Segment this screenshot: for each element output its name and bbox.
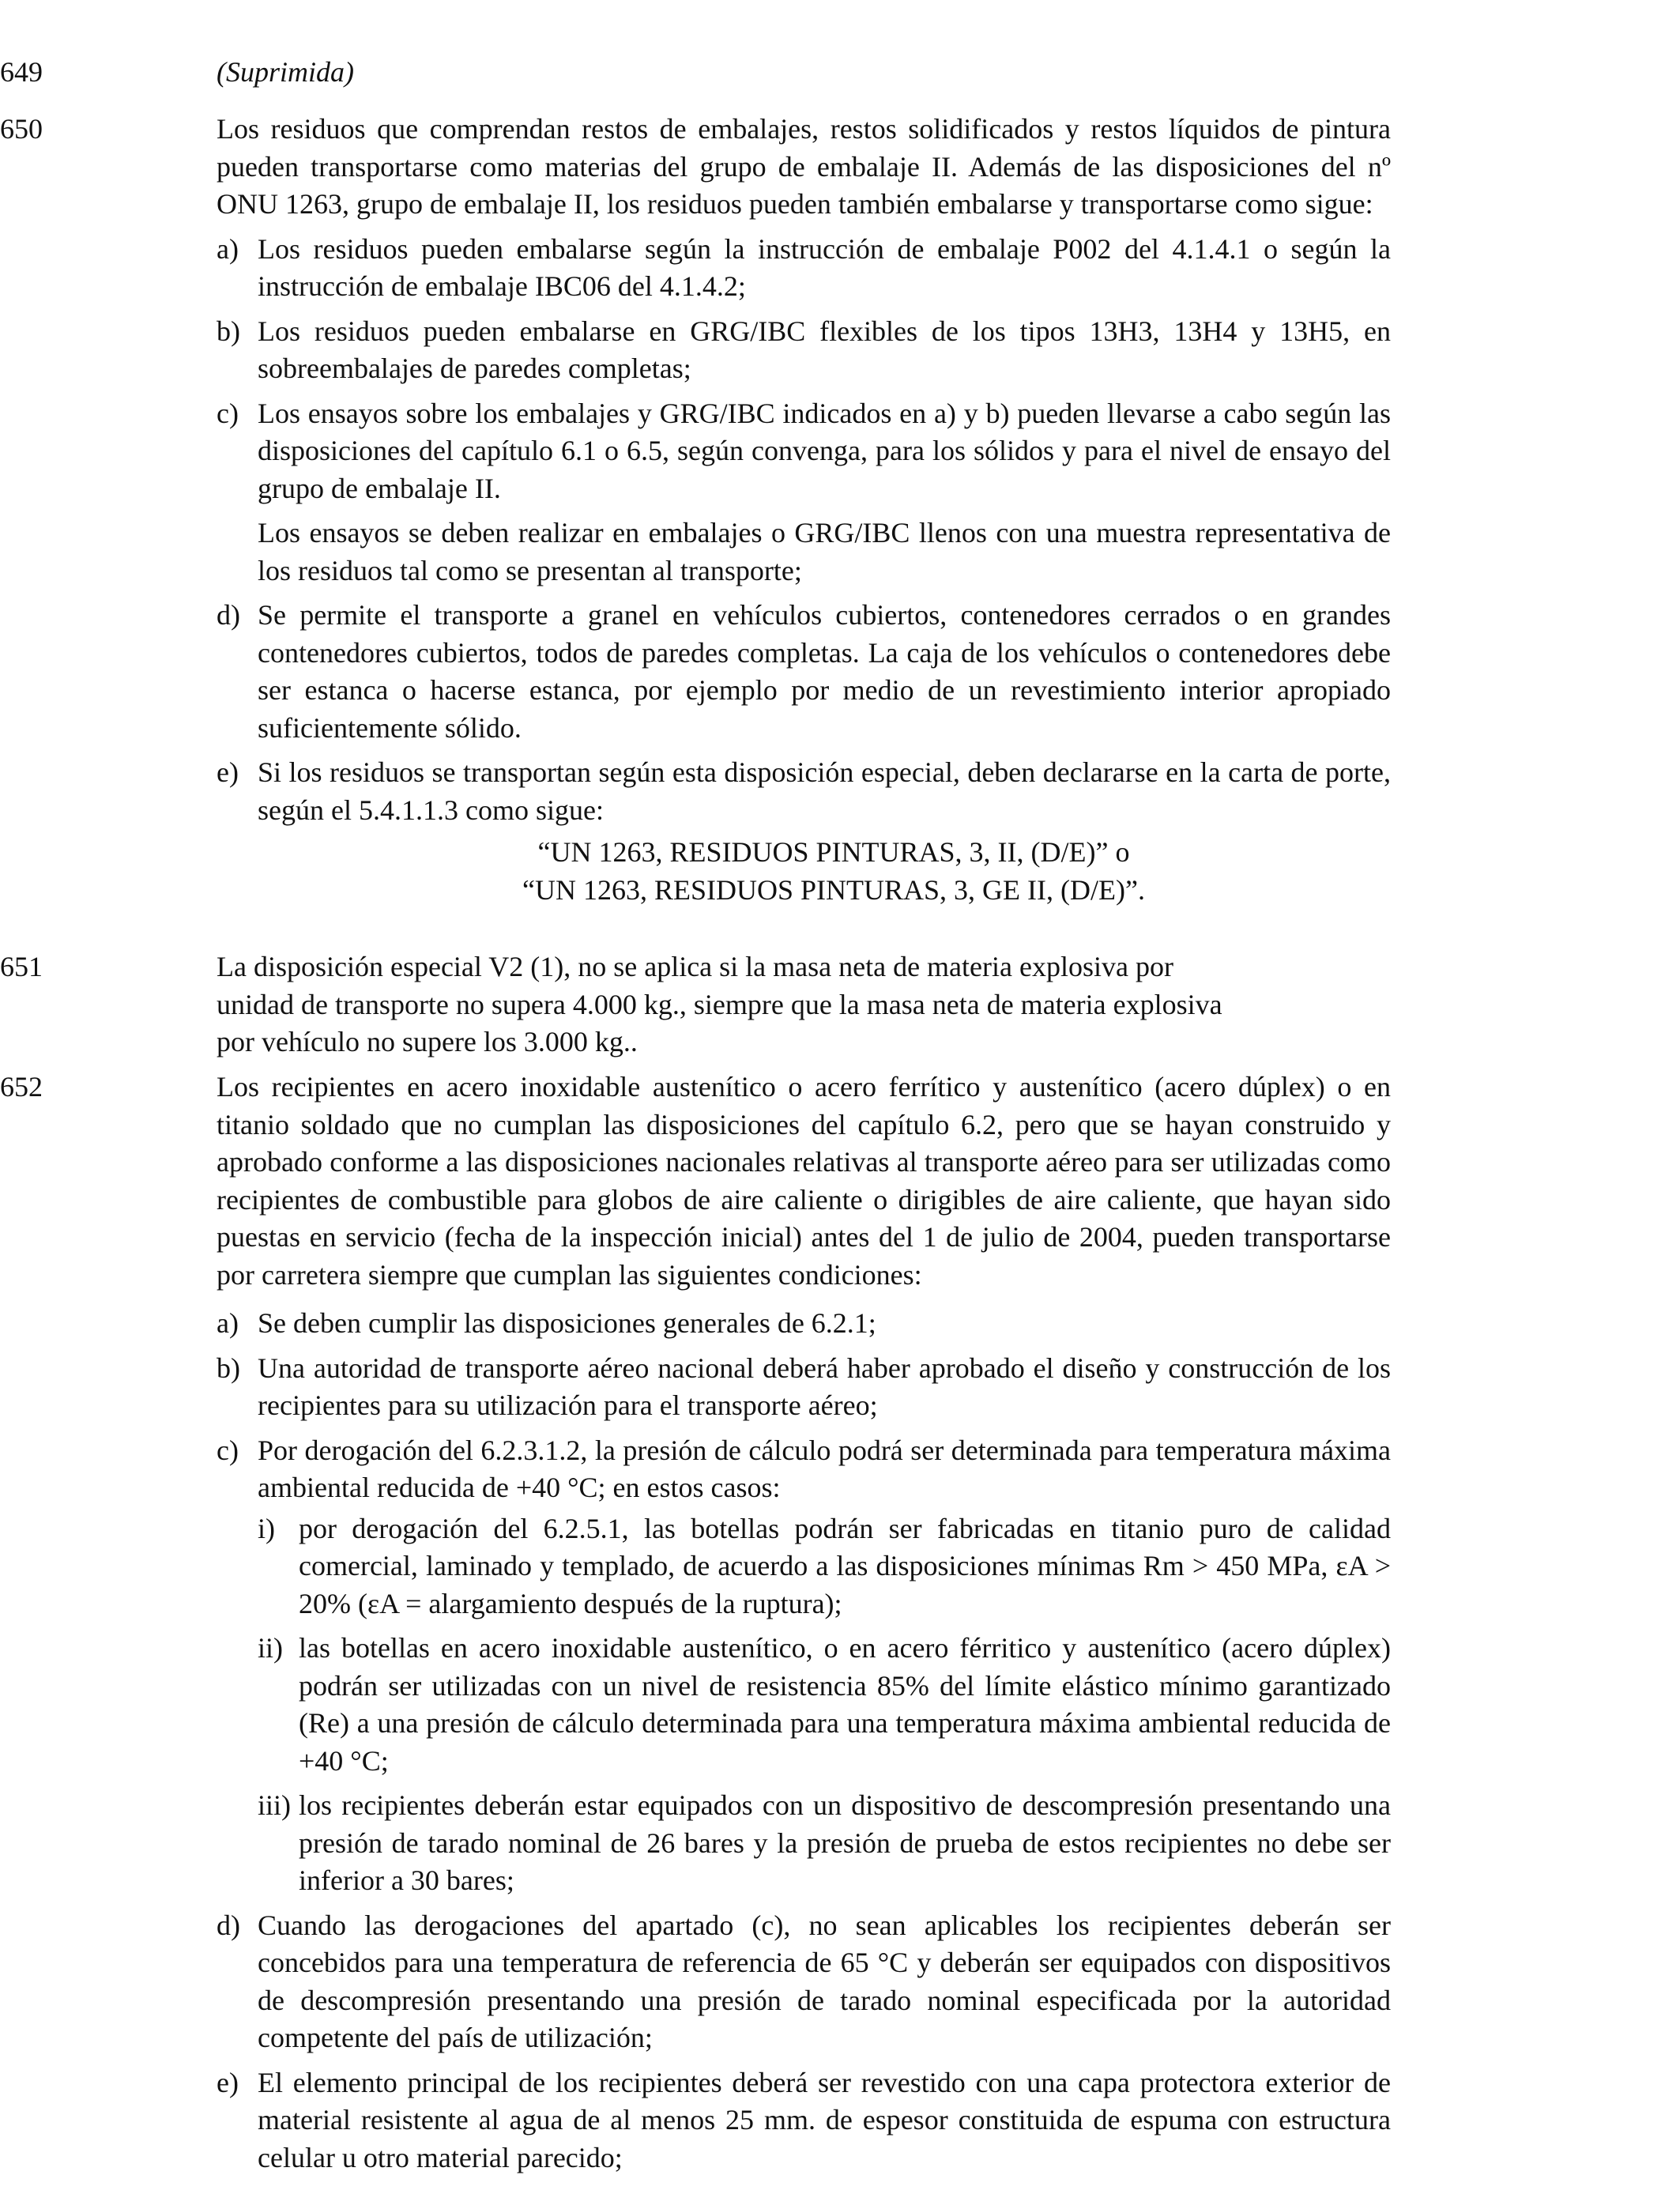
item-label: a): [217, 232, 239, 265]
entry-649: [0, 54, 1391, 92]
list-item: [217, 1350, 1391, 1425]
entry-number: 651: [0, 951, 43, 982]
item-text: Los residuos pueden embalarse en GRG/IBC flexibles de los tipos 13H3, 13H4 y 13H5, en sobreembalajes de paredes completas;: [258, 315, 1391, 384]
item-text: Se deben cumplir las disposiciones generales de 6.2.1;: [258, 1307, 876, 1339]
item-text: Se permite el transporte a granel en vehículos cubiertos, contenedores cerrados o en grandes contenedores cubiertos, todos de paredes completas. La caja de los vehículos o contenedores debe ser estanca o hacerse estanca, por ejemplo por medio de un revestimiento interior apropiado suficientemente sólido.: [258, 599, 1391, 744]
entry-652: [0, 1069, 1391, 2184]
item-label: c): [217, 1434, 239, 1466]
centered-declaration: [258, 834, 1391, 909]
subitem-list: [258, 1510, 1391, 1900]
entry-intro: Los recipientes en acero inoxidable austenítico o acero ferrítico y austenítico (acero dúplex) o en titanio soldado que no cumplan las disposiciones del capítulo 6.2, pero que se hayan construido y aprobado conforme a las disposiciones nacionales relativas al transporte aéreo para ser utilizadas como recipientes de combustible para globos de aire caliente o dirigibles de aire caliente, que hayan sido puestas en servicio (fecha de la inspección inicial) antes del 1 de julio de 2004, pueden transportarse por carretera siempre que cumplan las siguientes condiciones:: [217, 1071, 1391, 1291]
entry-number: 649: [0, 56, 43, 88]
item-label: e): [217, 2066, 239, 2098]
item-label: e): [217, 756, 239, 788]
subitem-text: por derogación del 6.2.5.1, las botellas podrán ser fabricadas en titanio puro de calidad comercial, laminado y templado, de acuerdo a las disposiciones mínimas Rm > 450 MPa, εA > 20% (εA = alargamiento después de la ruptura);: [299, 1512, 1391, 1619]
item-label: a): [217, 1307, 239, 1339]
list-item: [217, 1907, 1391, 2057]
list-item: [217, 1432, 1391, 1900]
subitem-label: ii): [258, 1632, 283, 1664]
sub-list-item: [258, 1787, 1391, 1900]
entry-number: 652: [0, 1071, 43, 1103]
list-item: [217, 313, 1391, 388]
item-label: b): [217, 1351, 240, 1384]
item-text: Cuando las derogaciones del apartado (c), no sean aplicables los recipientes deberán ser concebidos para una temperatura de referencia de 65 °C y deberán ser equipados con dispositivos de descompresión presentando una presión de tarado nominal especificada por la autoridad competente del país de utilización;: [258, 1909, 1391, 2053]
item-label: d): [217, 599, 240, 631]
item-label: c): [217, 397, 239, 429]
list-item: [217, 395, 1391, 590]
list-item: [217, 231, 1391, 306]
item-extra-paragraph: Los ensayos se deben realizar en embalajes o GRG/IBC llenos con una muestra representativa de los residuos tal como se presentan al transporte;: [258, 517, 1391, 586]
entry-number: 650: [0, 113, 43, 145]
item-text: Si los residuos se transportan según esta disposición especial, deben declararse en la carta de porte, según el 5.4.1.1.3 como sigue:: [258, 756, 1391, 826]
item-label: d): [217, 1909, 240, 1941]
subitem-label: iii): [258, 1789, 291, 1821]
sub-list-item: [258, 1630, 1391, 1780]
subitem-text: las botellas en acero inoxidable austenítico, o en acero férritico y austenítico (acero dúplex) podrán ser utilizadas con un nivel de resistencia 85% del límite elástico mínimo garantizado (Re) a una presión de cálculo determinada para una temperatura máxima ambiental reducida de +40 °C;: [299, 1632, 1391, 1777]
declaration-line: “UN 1263, RESIDUOS PINTURAS, 3, GE II, (D/E)”.: [522, 873, 1145, 906]
entry-text: (Suprimida): [217, 56, 354, 88]
entry-651: [0, 948, 1391, 1061]
subitem-label: i): [258, 1512, 275, 1544]
item-text: Los residuos pueden embalarse según la instrucción de embalaje P002 del 4.1.4.1 o según la instrucción de embalaje IBC06 del 4.1.4.2;: [258, 232, 1391, 302]
item-label: b): [217, 315, 240, 347]
item-text: El elemento principal de los recipientes deberá ser revestido con una capa protectora exterior de material resistente al agua de al menos 25 mm. de espesor constituida de espuma con estructura celular u otro material parecido;: [258, 2066, 1391, 2173]
list-item: [217, 597, 1391, 747]
item-list: [217, 231, 1391, 910]
declaration-line: “UN 1263, RESIDUOS PINTURAS, 3, II, (D/E)” o: [537, 836, 1130, 868]
item-list: [217, 1305, 1391, 2177]
item-text: Una autoridad de transporte aéreo nacional deberá haber aprobado el diseño y construcción de los recipientes para su utilización para el transporte aéreo;: [258, 1351, 1391, 1421]
list-item: [217, 1305, 1391, 1343]
item-text: Por derogación del 6.2.3.1.2, la presión de cálculo podrá ser determinada para temperatura máxima ambiental reducida de +40 °C; en estos casos:: [258, 1434, 1391, 1503]
list-item: [217, 2064, 1391, 2177]
item-text: Los ensayos sobre los embalajes y GRG/IBC indicados en a) y b) pueden llevarse a cabo según las disposiciones del capítulo 6.1 o 6.5, según convenga, para los sólidos y para el nivel de ensayo del grupo de embalaje II.: [258, 397, 1391, 504]
sub-list-item: [258, 1510, 1391, 1623]
entry-intro: Los residuos que comprendan restos de embalajes, restos solidificados y restos líquidos de pintura pueden transportarse como materias del grupo de embalaje II. Además de las disposiciones del nº ONU 1263, grupo de embalaje II, los residuos pueden también embalarse y transportarse como sigue:: [217, 113, 1391, 220]
entry-650: [0, 111, 1391, 916]
list-item: [217, 754, 1391, 909]
entry-text: La disposición especial V2 (1), no se aplica si la masa neta de materia explosiva por unidad de transporte no supera 4.000 kg., siempre que la masa neta de materia explosiva por vehículo no supere los 3.000 kg..: [217, 951, 1222, 1057]
subitem-text: los recipientes deberán estar equipados con un dispositivo de descompresión presentando una presión de tarado nominal de 26 bares y la presión de prueba de estos recipientes no debe ser inferior a 30 bares;: [299, 1789, 1391, 1896]
